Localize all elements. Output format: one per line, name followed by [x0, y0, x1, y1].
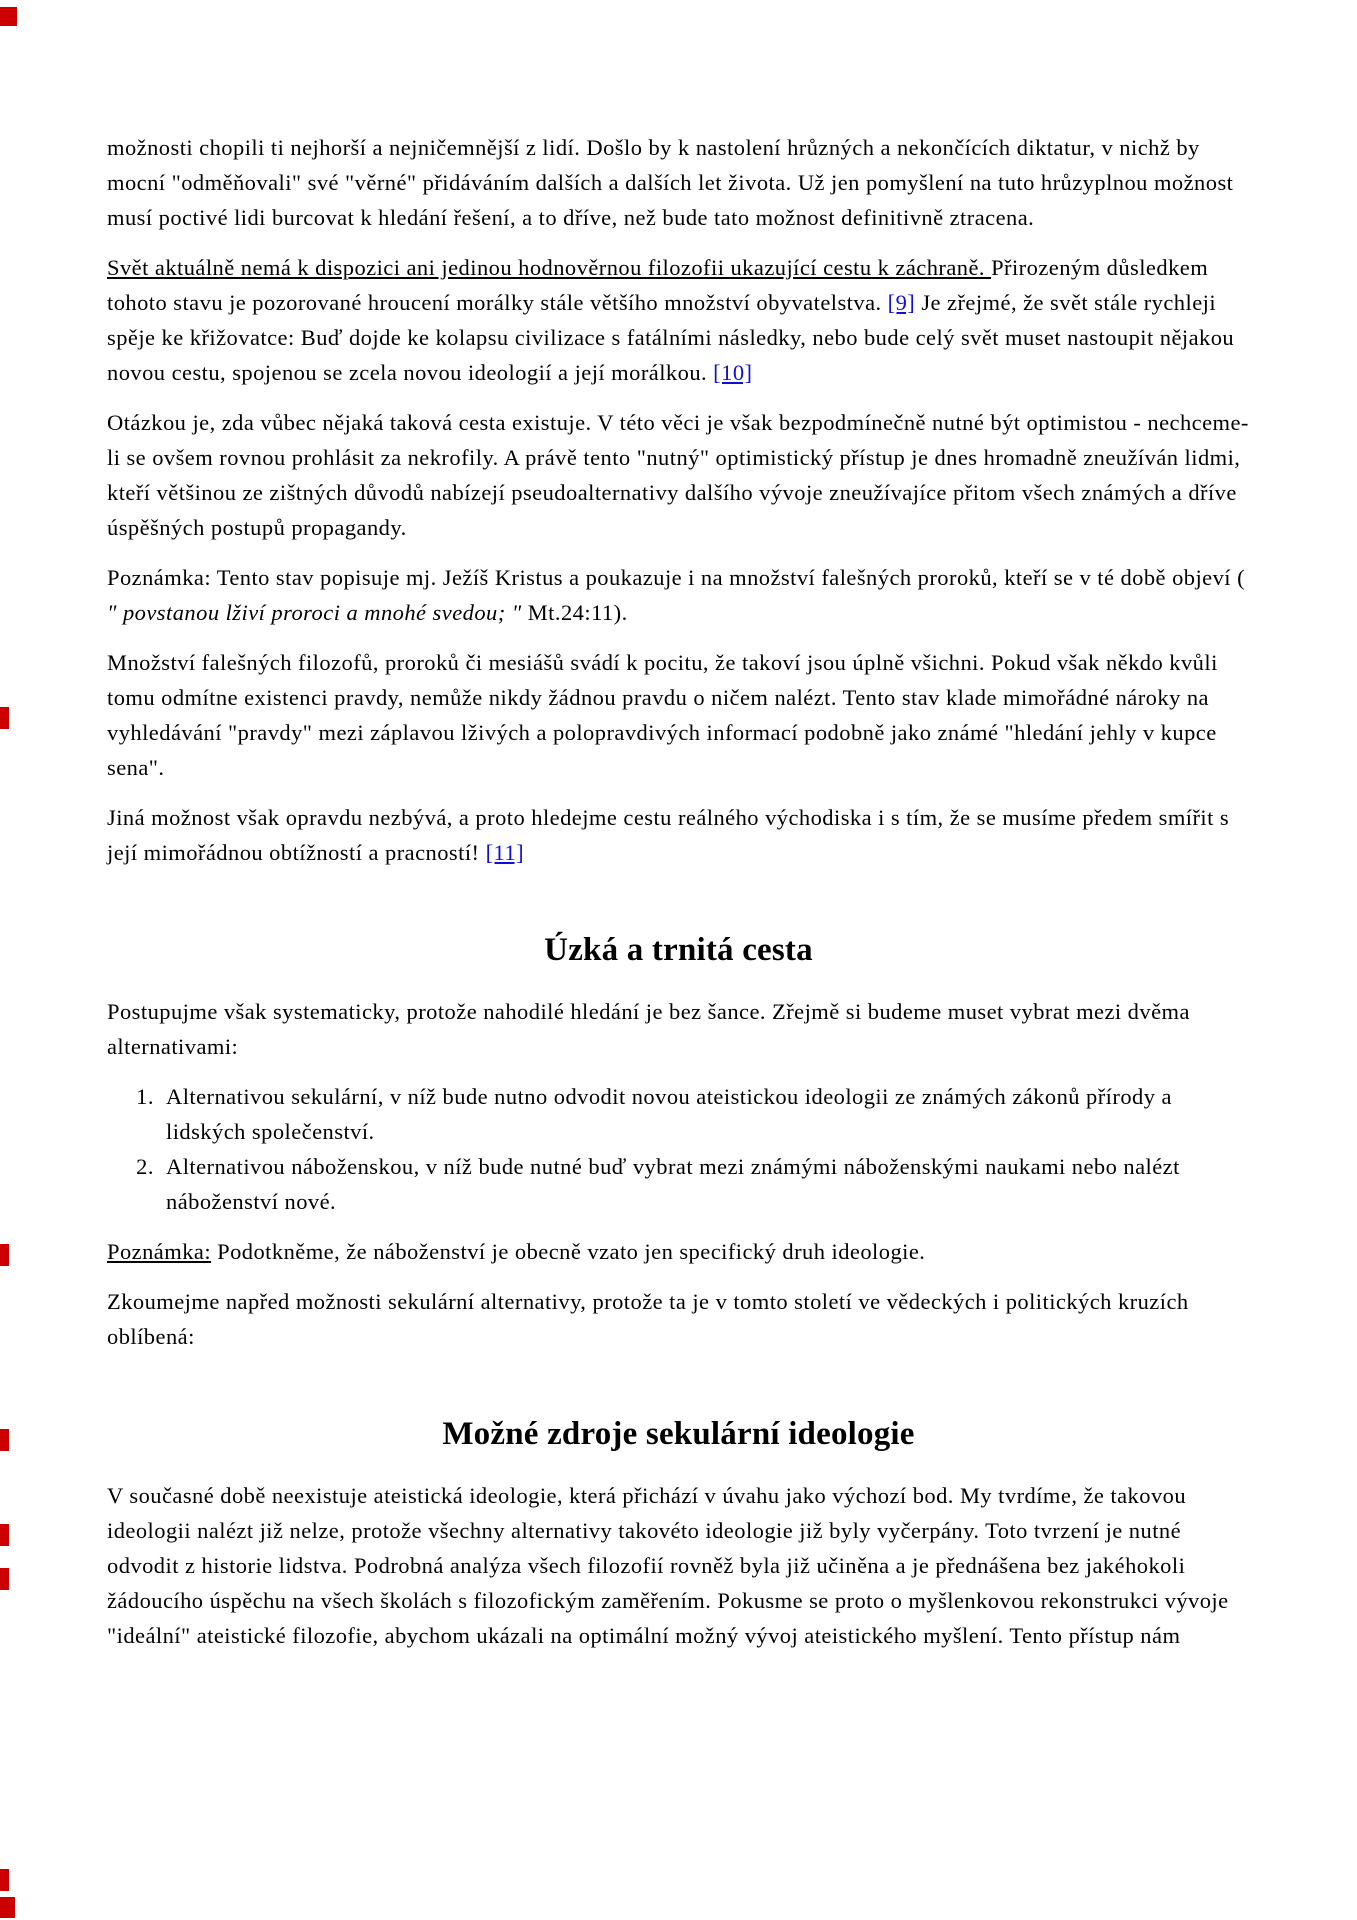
edit-marker	[0, 1244, 9, 1266]
footnote-link-11[interactable]: [11]	[485, 840, 525, 865]
underlined-sentence: Svět aktuálně nemá k dispozici ani jedinou hodnověrnou filozofii ukazující cestu k záchraně.	[107, 255, 992, 280]
paragraph-text: V současné době neexistuje ateistická ideologie, která přichází v úvahu jako výchozí bod. My tvrdíme, že takovou ideologii nalézt již nelze, protože všechny alternativy takovéto ideologie již byly vyčerpány. Toto tvrzení je nutné odvodit z historie lidstva. Podrobná analýza všech filozofií rovněž byla již učiněna a je přednášena bez jakéhokoli žádoucího úspěchu na všech školách s filozofickým zaměřením. Pokusme se proto o myšlenkovou rekonstrukci vývoje "ideální" ateistické filozofie, abychom ukázali na optimální možný vývoj ateistického myšlení. Tento přístup nám	[107, 1483, 1229, 1648]
corner-marker	[0, 7, 17, 26]
edit-marker	[0, 1897, 15, 1918]
edit-marker	[0, 1429, 9, 1451]
section-heading-mozne-zdroje-sekularni-ideologie: Možné zdroje sekulární ideologie	[442, 1416, 915, 1452]
paragraph-text: Postupujme však systematicky, protože nahodilé hledání je bez šance. Zřejmě si budeme muset vybrat mezi dvěma alternativami:	[107, 999, 1190, 1059]
ordered-list	[107, 1079, 1250, 1219]
paragraph-text: Množství falešných filozofů, proroků či mesiášů svádí k pocitu, že takoví jsou úplně všichni. Pokud však někdo kvůli tomu odmítne existenci pravdy, nemůže nikdy žádnou pravdu o ničem nalézt. Tento stav klade mimořádné nároky na vyhledávání "pravdy" mezi záplavou lživých a polopravdivých informací podobně jako známé "hledání jehly v kupce sena".	[107, 650, 1218, 780]
footnote-link-9[interactable]: [9]	[887, 290, 916, 315]
edit-marker	[0, 707, 9, 729]
body-paragraph	[107, 405, 1250, 545]
list-item: 1. Alternativou sekulární, v níž bude nutno odvodit novou ateistickou ideologii ze známých zákonů přírody a lidských společenství.	[160, 1079, 1250, 1149]
body-paragraph	[107, 1478, 1250, 1653]
body-paragraph	[107, 250, 1250, 390]
paragraph-text: Otázkou je, zda vůbec nějaká taková cesta existuje. V této věci je však bezpodmínečně nutné být optimistou - nechceme-li se ovšem rovnou prohlásit za nekrofily. A právě tento "nutný" optimistický přístup je dnes hromadně zneužíván lidmi, kteří většinou ze zištných důvodů nabízejí pseudoalternativy dalšího vývoje zneužívajíce přitom všech známých a dříve úspěšných postupů propagandy.	[107, 410, 1249, 540]
paragraph-text: Přirozeným důsledkem tohoto stavu je pozorované hroucení morálky stále většího množství obyvatelstva.	[107, 255, 1209, 315]
body-paragraph	[107, 800, 1250, 870]
paragraph-text: Jiná možnost však opravdu nezbývá, a proto hledejme cestu reálného východiska i s tím, že se musíme předem smířit s její mimořádnou obtížností a pracností!	[107, 805, 1230, 865]
paragraph-text: Je zřejmé, že svět stále rychleji spěje ke křižovatce: Buď dojde ke kolapsu civilizace s fatálními následky, nebo bude celý svět muset nastoupit nějakou novou cestu, spojenou se zcela novou ideologií a její morálkou.	[107, 290, 1235, 385]
body-paragraph	[107, 1234, 1250, 1269]
note-label: Poznámka:	[107, 1239, 212, 1264]
edit-marker	[0, 1524, 9, 1546]
scripture-quote: " povstanou lživí proroci a mnohé svedou; "	[107, 600, 522, 625]
body-paragraph	[107, 1284, 1250, 1354]
document-text-block	[107, 0, 1250, 1668]
body-paragraph	[107, 645, 1250, 785]
paragraph-text: Poznámka: Tento stav popisuje mj. Ježíš Kristus a poukazuje i na množství falešných proroků, kteří se v té době objeví (	[107, 565, 1246, 590]
edit-marker	[0, 1869, 9, 1891]
paragraph-text: Podotkněme, že náboženství je obecně vzato jen specifický druh ideologie.	[211, 1239, 926, 1264]
paragraph-text: Mt.24:11).	[521, 600, 628, 625]
paragraph-text: Zkoumejme napřed možnosti sekulární alternativy, protože ta je v tomto století ve vědeckých i politických kruzích oblíbená:	[107, 1289, 1189, 1349]
body-paragraph	[107, 994, 1250, 1064]
footnote-link-10[interactable]: [10]	[713, 360, 753, 385]
body-paragraph	[107, 130, 1250, 235]
list-item: 2. Alternativou náboženskou, v níž bude nutné buď vybrat mezi známými náboženskými naukami nebo nalézt náboženství nové.	[160, 1149, 1250, 1219]
section-heading-uzka-a-trnita-cesta: Úzká a trnitá cesta	[544, 932, 813, 968]
paragraph-text: možnosti chopili ti nejhorší a nejničemnější z lidí. Došlo by k nastolení hrůzných a nekončících diktatur, v nichž by mocní "odměňovali" své "věrné" přidáváním dalších a dalších let života. Už jen pomyšlení na tuto hrůzyplnou možnost musí poctivé lidi burcovat k hledání řešení, a to dříve, než bude tato možnost definitivně ztracena.	[107, 135, 1234, 230]
body-paragraph	[107, 560, 1250, 630]
edit-marker	[0, 1568, 9, 1590]
